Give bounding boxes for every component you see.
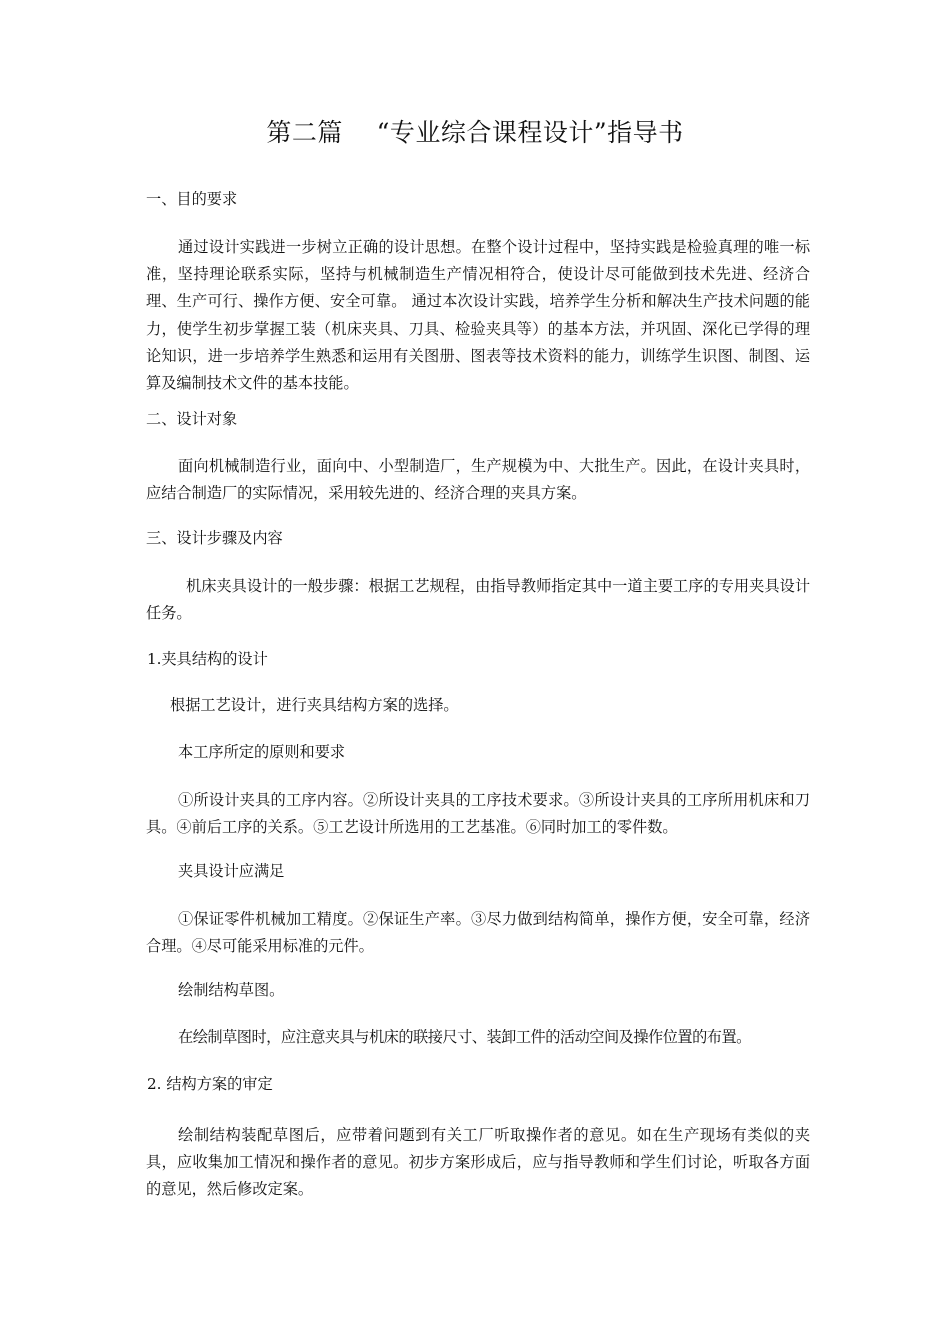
heading-sketch: 绘制结构草图。 bbox=[178, 981, 285, 999]
paragraph-steps: 机床夹具设计的一般步骤：根据工艺规程，由指导教师指定其中一道主要工序的专用夹具设计任务。 bbox=[146, 577, 810, 623]
paragraph-sketch: 在绘制草图时，应注意夹具与机床的联接尺寸、装卸工件的活动空间及操作位置的布置。 bbox=[178, 1028, 751, 1046]
heading-process-principles: 本工序所定的原则和要求 bbox=[178, 743, 346, 761]
section-heading-purpose: 一、目的要求 bbox=[146, 190, 238, 208]
heading-fixture-requirements: 夹具设计应满足 bbox=[178, 862, 285, 880]
subsection-heading-scheme-review: 2. 结构方案的审定 bbox=[147, 1075, 273, 1093]
section-heading-object: 二、设计对象 bbox=[146, 410, 238, 428]
paragraph-scheme-review: 绘制结构装配草图后，应带着问题到有关工厂听取操作者的意见。如在生产现场有类似的夹具，应收集加工情况和操作者的意见。初步方案形成后，应与指导教师和学生们讨论，听取各方面的意见，然后修改定案。 bbox=[146, 1126, 810, 1199]
paragraph-purpose: 通过设计实践进一步树立正确的设计思想。在整个设计过程中，坚持实践是检验真理的唯一标准，坚持理论联系实际，坚持与机械制造生产情况相符合，使设计尽可能做到技术先进、经济合理、生产可行、操作方便、安全可靠。 通过本次设计实践，培养学生分析和解决生产技术问题的能力，使学生初步掌握工装（机床夹具、刀具、检验夹具等）的基本方法，并巩固、深化已学得的理论知识，进一步培养学生熟悉和运用有关图册、图表等技术资料的能力，训练学生识图、制图、运算及编制技术文件的基本技能。 bbox=[146, 238, 810, 393]
paragraph-fixture-intro: 根据工艺设计，进行夹具结构方案的选择。 bbox=[170, 696, 459, 714]
paragraph-fixture-requirements: ①保证零件机械加工精度。②保证生产率。③尽力做到结构简单，操作方便，安全可靠，经济合理。④尽可能采用标准的元件。 bbox=[146, 910, 810, 956]
document-title: 第二篇 “专业综合课程设计”指导书 bbox=[266, 118, 684, 147]
section-heading-steps: 三、设计步骤及内容 bbox=[146, 529, 283, 547]
subsection-heading-fixture-structure: 1.夹具结构的设计 bbox=[147, 650, 268, 668]
paragraph-object: 面向机械制造行业，面向中、小型制造厂，生产规模为中、大批生产。因此，在设计夹具时，应结合制造厂的实际情况，采用较先进的、经济合理的夹具方案。 bbox=[146, 457, 810, 503]
paragraph-process-principles: ①所设计夹具的工序内容。②所设计夹具的工序技术要求。③所设计夹具的工序所用机床和刀具。④前后工序的关系。⑤工艺设计所选用的工艺基准。⑥同时加工的零件数。 bbox=[146, 791, 810, 837]
